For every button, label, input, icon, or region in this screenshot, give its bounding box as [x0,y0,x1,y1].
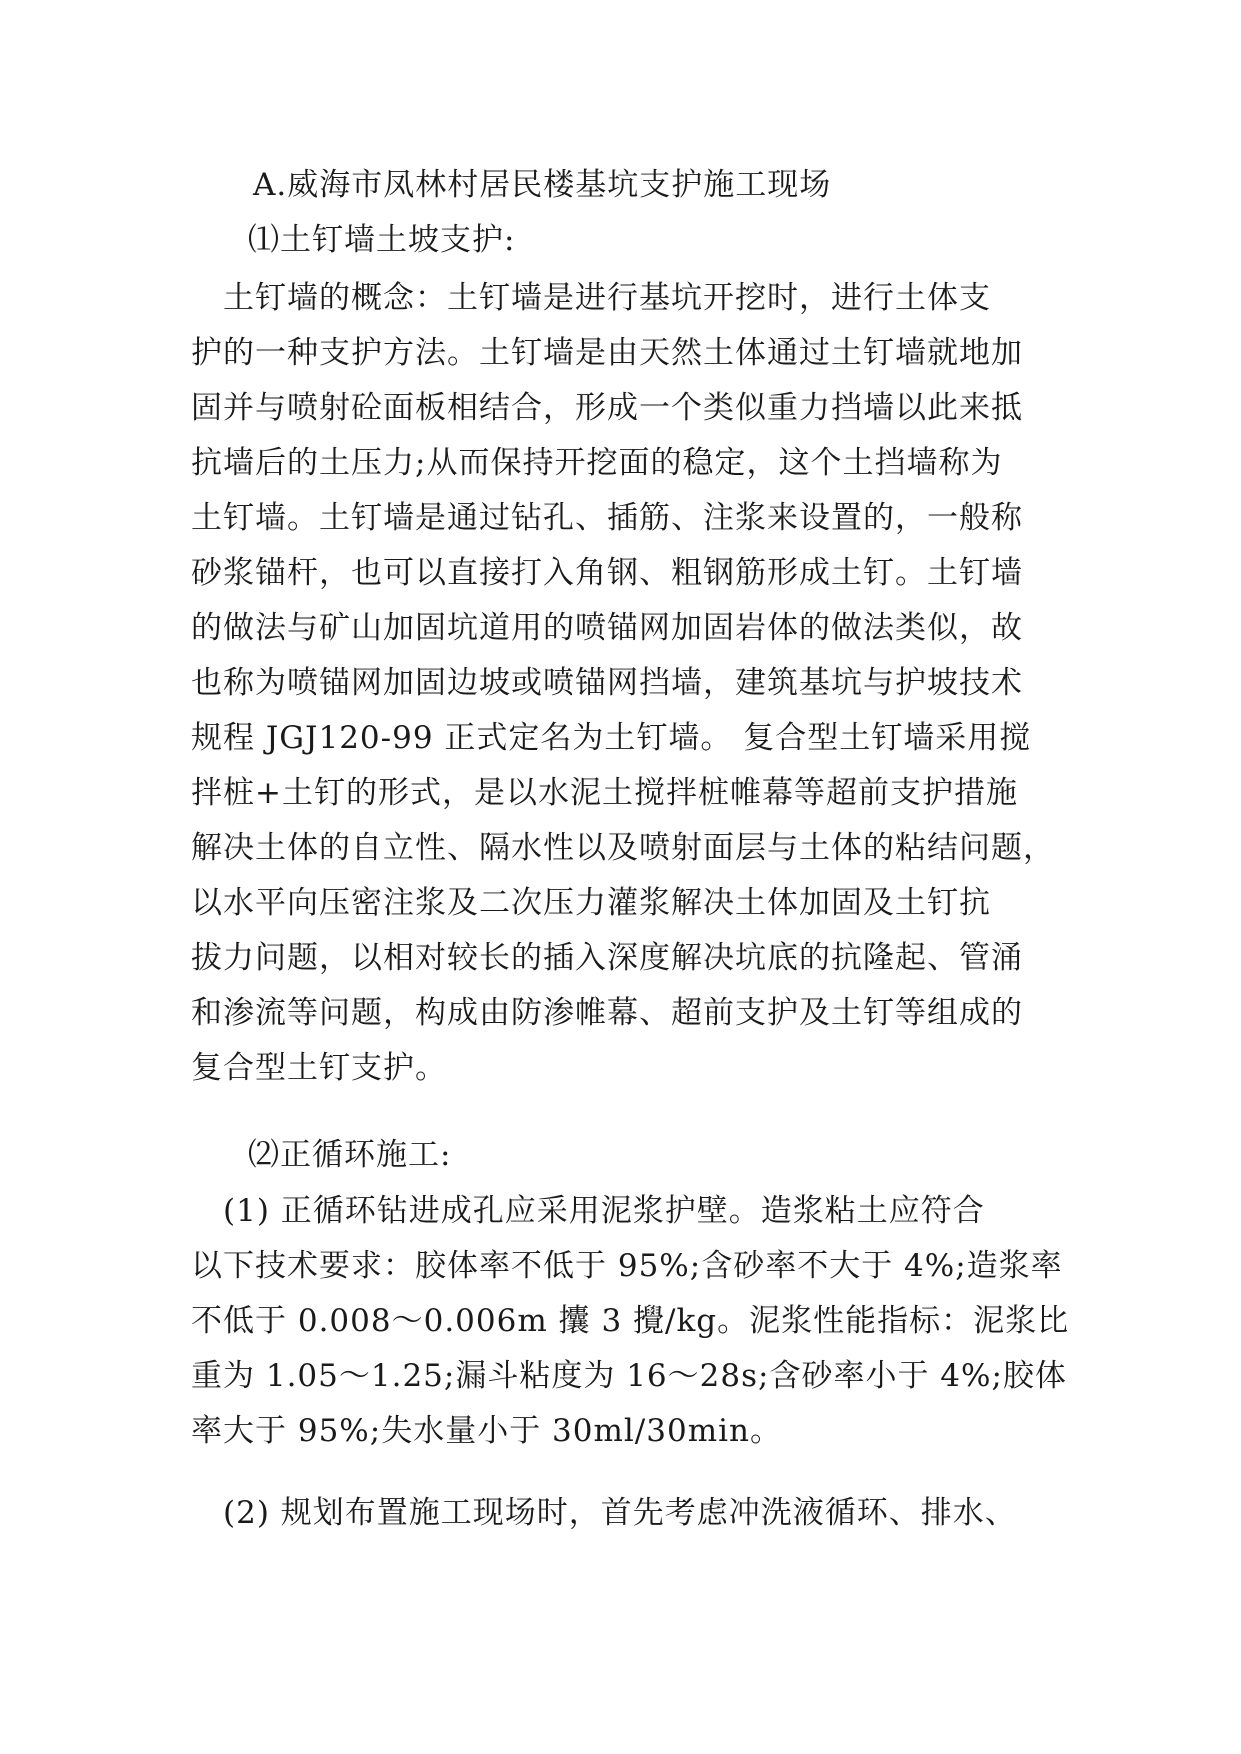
paragraph-line: 土钉墙。土钉墙是通过钻孔、插筋、注浆来设置的，一般称 [191,500,1023,536]
paragraph-soil-nail-wall [191,271,1055,1096]
paragraph-line: 抗墙后的土压力;从而保持开挖面的稳定，这个土挡墙称为 [191,445,1003,481]
paragraph-line: 不低于 0.008～0.006m 攮 3 攪/kg。泥浆性能指标：泥浆比 [191,1303,1070,1339]
paragraph-line: (2) 规划布置施工现场时，首先考虑冲洗液循环、排水、 [191,1495,1017,1531]
heading-line: ⑵正循环施工: [248,1137,452,1173]
paragraph-line: 固并与喷射砼面板相结合，形成一个类似重力挡墙以此来抵 [191,390,1023,426]
paragraph-line: 规程 JGJ120-99 正式定名为土钉墙。 复合型土钉墙采用搅 [191,720,1032,756]
paragraph-line: 护的一种支护方法。土钉墙是由天然土体通过土钉墙就地加 [191,335,1023,371]
paragraph-line: (1) 正循环钻进成孔应采用泥浆护壁。造浆粘土应符合 [191,1193,985,1229]
paragraph-line: 重为 1.05～1.25;漏斗粘度为 16～28s;含砂率小于 4%;胶体 [191,1358,1067,1394]
paragraph-line: 以水平向压密注浆及二次压力灌浆解决土体加固及土钉抗 [191,885,991,921]
paragraph-line: 也称为喷锚网加固边坡或喷锚网挡墙，建筑基坑与护坡技术 [191,665,1023,701]
paragraph-site-layout [191,1486,1043,1541]
paragraph-line: 拔力问题，以相对较长的插入深度解决坑底的抗隆起、管涌 [191,940,1023,976]
heading-line: ⑴土钉墙土坡支护: [248,222,516,258]
paragraph-line: 拌桩+土钉的形式，是以水泥土搅拌桩帷幕等超前支护措施 [191,775,1018,811]
paragraph-line: 复合型土钉支护。 [191,1050,447,1086]
paragraph-mud-wall-protection [191,1184,1070,1459]
paragraph-line: 砂浆锚杆，也可以直接打入角钢、粗钢筋形成土钉。土钉墙 [191,555,1023,591]
paragraph-line: 土钉墙的概念：土钉墙是进行基坑开挖时，进行土体支 [191,280,991,316]
paragraph-line: 率大于 95%;失水量小于 30ml/30min。 [191,1413,782,1449]
paragraph-line: 以下技术要求：胶体率不低于 95%;含砂率不大于 4%;造浆率 [191,1248,1063,1284]
section-heading-a [253,158,1105,213]
paragraph-line: 和渗流等问题，构成由防渗帷幕、超前支护及土钉等组成的 [191,995,1023,1031]
subsection-heading-forward-circulation [248,1128,1100,1183]
paragraph-line: 的做法与矿山加固坑道用的喷锚网加固岩体的做法类似，故 [191,610,1023,646]
subsection-heading-soil-nail-wall [248,213,1100,268]
heading-line: A.威海市凤林村居民楼基坑支护施工现场 [253,167,832,203]
paragraph-line: 解决土体的自立性、隔水性以及喷射面层与土体的粘结问题， [191,830,1055,866]
